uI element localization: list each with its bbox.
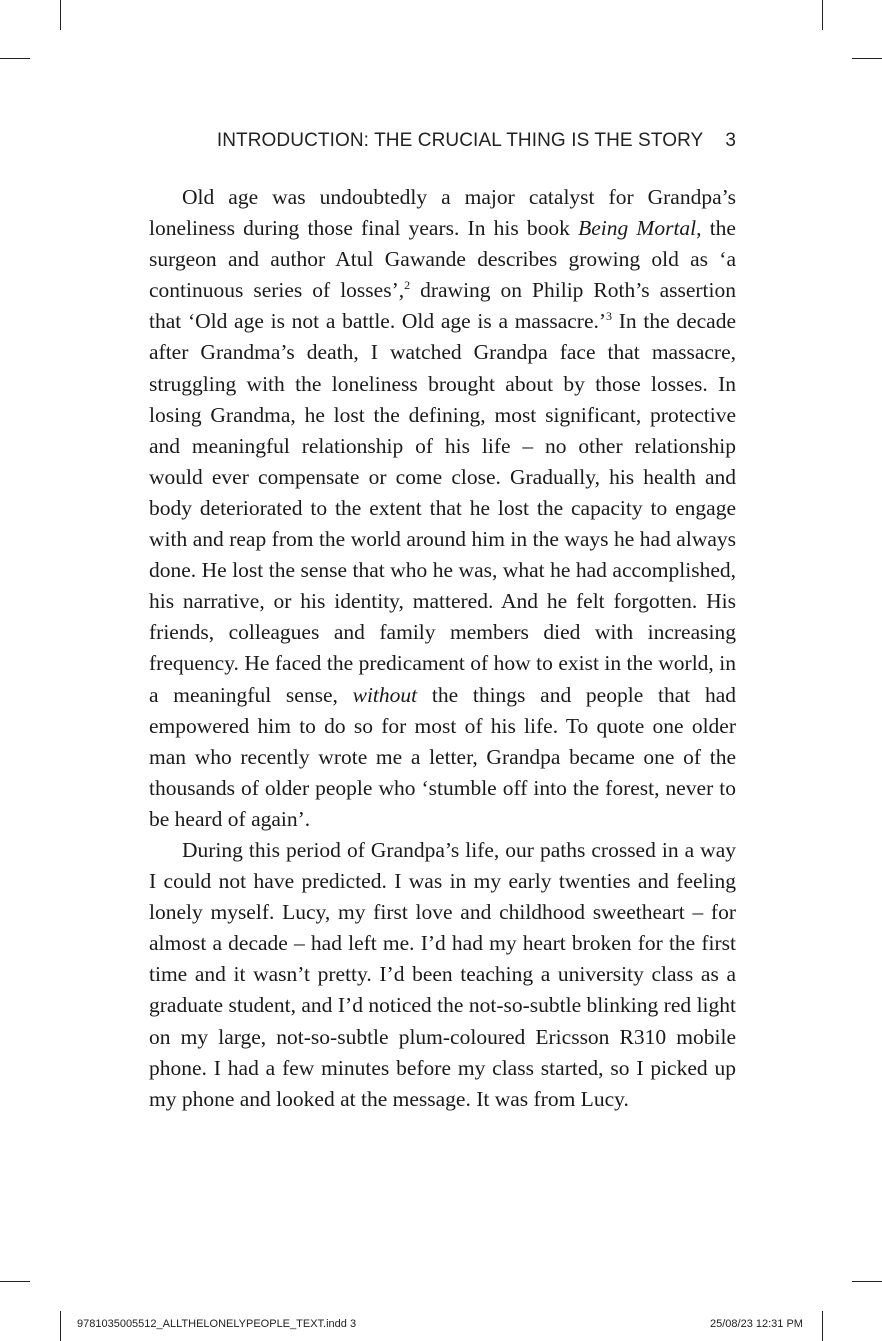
- text-run: drawing on Philip Roth’s assertion that ‘Old age is not a battle. Old age is a massacre.’: [149, 278, 736, 334]
- text-run: In the decade after Grandma’s death, I watched Grandpa face that massacre, struggling with the loneliness brought about by those losses. In losing Grandma, he lost the defining, most significant, protective and meaningful relationship of his life – no other relationship would ever compensate or come close. Gradually, his health and body deteriorated to the extent that he lost the capacity to engage with and reap from the world around him in the ways he had always done. He lost the sense that who he was, what he had accomplished, his narrative, or his identity, mattered. And he felt forgotten. His friends, colleagues and family members died with increasing frequency. He faced the predicament of how to exist in the world, in a meaningful sense,: [149, 309, 736, 707]
- slug-filename: 9781035005512_ALLTHELONELYPEOPLE_TEXT.indd 3: [77, 1318, 357, 1330]
- running-head: [149, 129, 736, 153]
- text-run: the things and people that had empowered him to do so for most of his life. To quote one older man who recently wrote me a letter, Grandpa became one of the thousands of older people who ‘stumble off into the forest, never to be heard of again’.: [149, 682, 736, 831]
- text-run: , the surgeon and author Atul Gawande describes growing old as ‘a continuous series of losses’,: [149, 216, 736, 303]
- crop-mark: [0, 58, 30, 59]
- text-run: During this period of Grandpa’s life, our paths crossed in a way I could not have predicted. I was in my early twenties and feeling lonely myself. Lucy, my first love and childhood sweetheart – for almost a decade – had left me. I’d had my heart broken for the first time and it wasn’t pretty. I’d been teaching a university class as a graduate student, and I’d noticed the not-so-subtle blinking red light on my large, not-so-subtle plum-coloured Ericsson R310 mobile phone. I had a few minutes before my class started, so I picked up my phone and looked at the message. It was from Lucy.: [149, 837, 736, 1111]
- italic-text: without: [352, 682, 418, 707]
- slug-timestamp: 25/08/23 12:31 PM: [710, 1318, 803, 1330]
- page-number: 3: [725, 130, 736, 151]
- crop-mark: [60, 1311, 61, 1341]
- body-text: [149, 182, 736, 1115]
- paragraph: [149, 182, 736, 835]
- crop-mark: [822, 1311, 823, 1341]
- running-head-title: INTRODUCTION: THE CRUCIAL THING IS THE STORY: [216, 130, 704, 151]
- crop-mark: [0, 1281, 30, 1282]
- text-run: Old age was undoubtedly a major catalyst for Grandpa’s loneliness during those final years. In his book: [149, 185, 736, 241]
- crop-mark: [852, 58, 882, 59]
- italic-text: Being Mortal: [578, 216, 697, 241]
- footnote-ref: 3: [606, 309, 613, 324]
- crop-mark: [852, 1281, 882, 1282]
- crop-mark: [60, 0, 61, 30]
- crop-mark: [822, 0, 823, 30]
- footnote-ref: 2: [404, 278, 411, 293]
- paragraph: [149, 835, 736, 1115]
